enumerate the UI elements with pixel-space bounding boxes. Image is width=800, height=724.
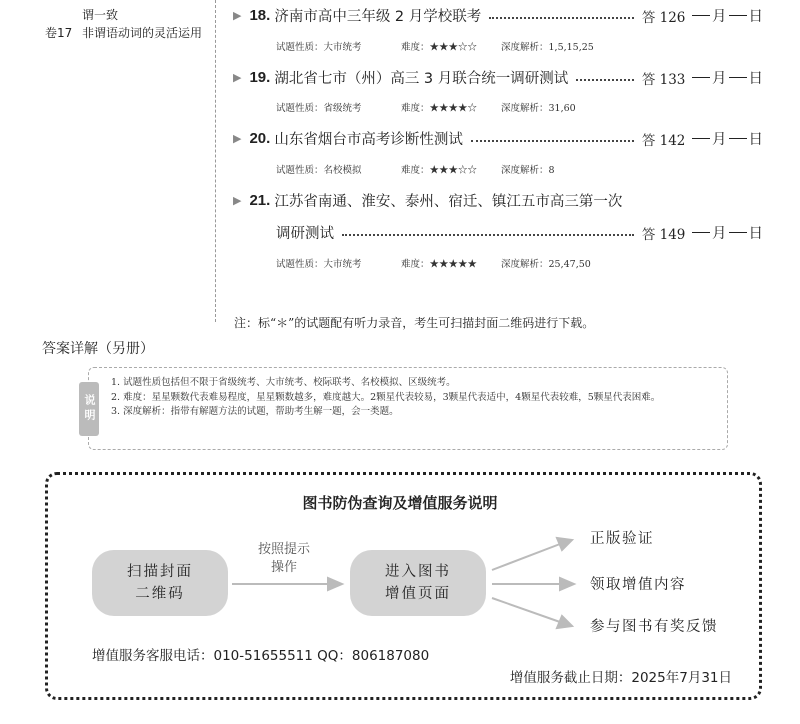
month-label: 月	[712, 9, 727, 25]
triangle-icon: ▶	[233, 132, 242, 145]
item-title: 湖北省七市（州）高三 3 月联合统一调研测试	[274, 71, 569, 87]
step-scan-qr: 扫描封面 二维码	[92, 550, 228, 616]
service-title: 图书防伪查询及增值服务说明	[302, 494, 498, 512]
item-meta: 试题性质：大市统考 难度：★★★☆☆ 深度解析：1,5,15,25	[276, 42, 594, 53]
explanation-point: 2. 难度：星星颗数代表难易程度，星星颗数越多，难度越大。2颗星代表较易，3颗星代表适中，4颗星代表较难，5颗星代表困难。	[111, 391, 661, 403]
item-title: 调研测试	[276, 226, 334, 242]
item-title: 江苏省南通、淮安、泰州、宿迁、镇江五市高三第一次	[274, 194, 623, 210]
triangle-icon: ▶	[233, 71, 242, 84]
triangle-icon: ▶	[233, 9, 242, 22]
toc-entry-text: 谓一致	[82, 8, 119, 22]
item-title: 济南市高中三年级 2 月学校联考	[274, 9, 482, 25]
month-label: 月	[712, 226, 727, 242]
hint-text: 按照提示 操作	[257, 542, 310, 575]
item-meta: 试题性质：名校模拟 难度：★★★☆☆ 深度解析：8	[276, 165, 555, 176]
month-label: 月	[712, 132, 727, 148]
answer-page: 答 133	[641, 71, 686, 88]
answer-heading: 答案详解（另册）	[42, 341, 154, 357]
item-meta: 试题性质：大市统考 难度：★★★★★ 深度解析：25,47,50	[276, 259, 591, 270]
arrow-icon	[492, 598, 560, 622]
item-meta: 试题性质：省级统考 难度：★★★★☆ 深度解析：31,60	[276, 103, 576, 114]
outcome-feedback: 参与图书有奖反馈	[590, 619, 718, 635]
item-number: 21.	[249, 192, 271, 209]
item-number: 20.	[249, 130, 271, 147]
answer-page: 答 149	[641, 226, 686, 243]
item-number: 18.	[249, 7, 271, 24]
listening-note: 注：标“＊”的试题配有听力录音，考生可扫描封面二维码进行下载。	[234, 316, 595, 330]
month-label: 月	[712, 71, 727, 87]
day-label: 日	[748, 132, 763, 148]
item-title: 山东省烟台市高考诊断性测试	[274, 132, 463, 148]
explanation-tag: 说明	[79, 382, 99, 436]
toc-volume-label: 卷17	[45, 26, 73, 40]
service-deadline: 增值服务截止日期：2025年7月31日	[509, 670, 732, 686]
service-phone: 增值服务客服电话：010-51655511 QQ：806187080	[92, 648, 430, 664]
triangle-icon: ▶	[233, 194, 242, 207]
explanation-point: 1. 试题性质包括但不限于省级统考、大市统考、校际联考、名校模拟、区级统考。	[111, 377, 456, 388]
step-enter-page: 进入图书 增值页面	[350, 550, 486, 616]
outcome-verify: 正版验证	[590, 531, 654, 547]
arrow-icon	[492, 544, 560, 570]
day-label: 日	[748, 226, 763, 242]
item-number: 19.	[249, 69, 271, 86]
toc-volume-title: 非谓语动词的灵活运用	[82, 26, 203, 40]
explanation-point: 3. 深度解析：指带有解题方法的试题，帮助考生解一题，会一类题。	[111, 406, 399, 417]
answer-page: 答 142	[641, 132, 686, 149]
outcome-content: 领取增值内容	[590, 577, 686, 593]
day-label: 日	[748, 71, 763, 87]
answer-page: 答 126	[641, 9, 686, 26]
day-label: 日	[748, 9, 763, 25]
